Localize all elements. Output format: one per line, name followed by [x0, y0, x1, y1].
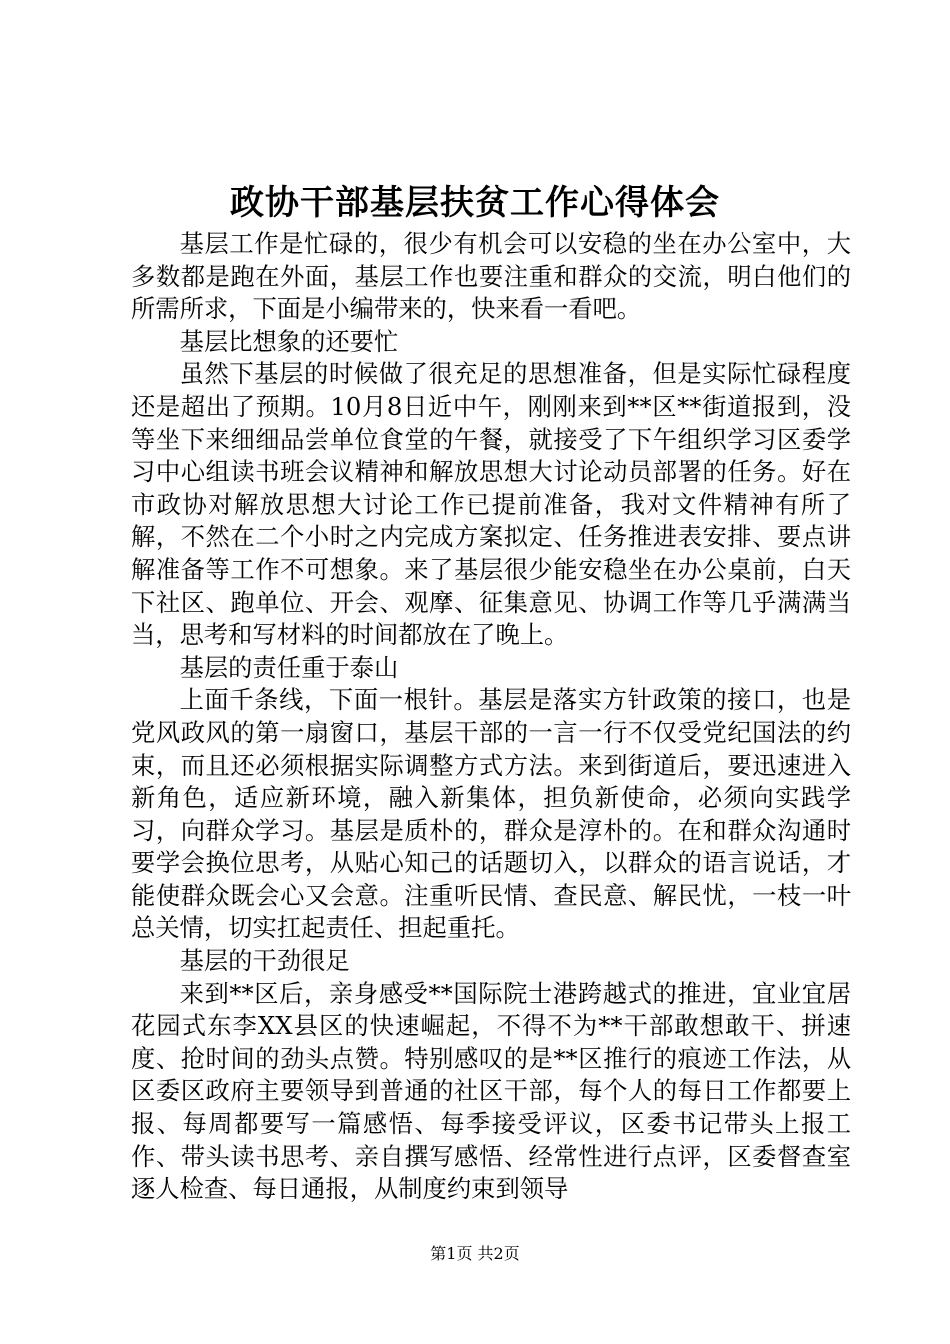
body-paragraph-busy: 虽然下基层的时候做了很充足的思想准备，但是实际忙碌程度还是超出了预期。10月8日近中午，刚刚来到**区**街道报到，没等坐下来细细品尝单位食堂的午餐，就接受了下午组织学习区委学习中心组读书班会议精神和解放思想大讨论动员部署的任务。好在市政协对解放思想大讨论工作已提前准备，我对文件精神有所了解，不然在二个小时之内完成方案拟定、任务推进表安排、要点讲解准备等工作不可想象。来了基层很少能安稳坐在办公桌前，白天下社区、跑单位、开会、观摩、征集意见、协调工作等几乎满满当当，思考和写材料的时间都放在了晚上。 [131, 359, 851, 650]
intro-paragraph: 基层工作是忙碌的，很少有机会可以安稳的坐在办公室中，大多数都是跑在外面，基层工作也要注重和群众的交流，明白他们的所需所求，下面是小编带来的，快来看一看吧。 [131, 229, 851, 324]
document-title: 政协干部基层扶贫工作心得体会 [230, 183, 720, 223]
document-body [131, 228, 851, 1206]
body-paragraph-energy: 来到**区后，亲身感受**国际院士港跨越式的推进，宜业宜居花园式东李XX县区的快速崛起，不得不为**干部敢想敢干、拼速度、抢时间的劲头点赞。特别感叹的是**区推行的痕迹工作法，从区委区政府主要领导到普通的社区干部，每个人的每日工作都要上报、每周都要写一篇感悟、每季接受评议，区委书记带头上报工作、带头读书思考、亲自撰写感悟、经常性进行点评，区委督查室逐人检查、每日通报，从制度约束到领导 [131, 978, 851, 1204]
section-heading-responsibility: 基层的责任重于泰山 [179, 652, 399, 682]
page-footer: 第1页 共2页 [430, 1244, 520, 1263]
section-heading-energy: 基层的干劲很足 [179, 946, 350, 976]
section-heading-busy: 基层比想象的还要忙 [179, 326, 399, 356]
body-paragraph-responsibility: 上面千条线，下面一根针。基层是落实方针政策的接口，也是党风政风的第一扇窗口，基层干部的一言一行不仅受党纪国法的约束，而且还必须根据实际调整方式方法。来到街道后，要迅速进入新角色，适应新环境，融入新集体，担负新使命，必须向实践学习，向群众学习。基层是质朴的，群众是淳朴的。在和群众沟通时要学会换位思考，从贴心知己的话题切入，以群众的语言说话，才能使群众既会心又会意。注重听民情、查民意、解民忧，一枝一叶总关情，切实扛起责任、担起重托。 [131, 685, 851, 943]
